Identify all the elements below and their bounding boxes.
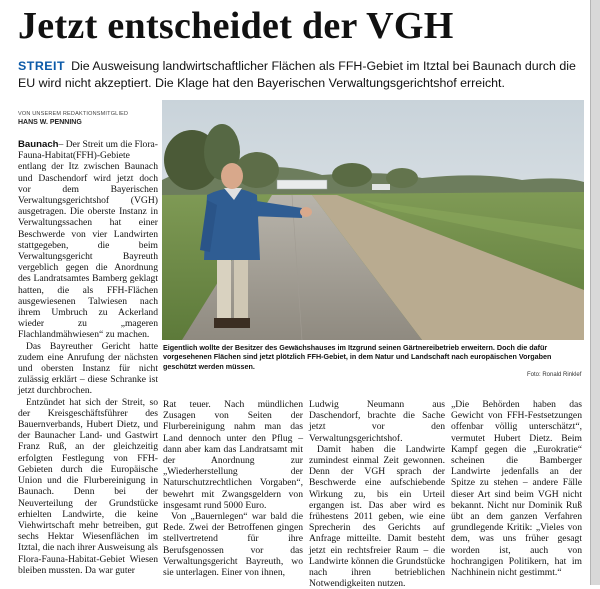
- photo-caption: Eigentlich wollte der Besitzer des Gewächshauses im Itzgrund seinen Gärtnereibetrieb erweitern. Doch die dafür vorgesehenen Flächen sind jetzt plötzlich FFH-Gebiet, in dem Natur und Landschaft nach europäischen Vorgaben geschützt werden müssen.: [163, 343, 552, 371]
- dateline: Baunach: [18, 139, 59, 150]
- deck: [18, 58, 588, 92]
- article-column-3: [309, 399, 445, 589]
- article-column-1: [18, 139, 158, 579]
- article-column-2: [163, 399, 303, 579]
- paragraph: – Der Streit um die Flora-Fauna-Habitat(FFH)-Gebiete entlang der Itz zwischen Baunach und Daschendorf wird jetzt doch vor dem Bayerischen Verwaltungsgerichtshof (VGH) ausgetragen. Die oberste Instanz in Verwaltungssachen hat einer Beschwerde von vier Landwirten stattgegeben, die beim Verwaltungsgericht Bayreuth vergeblich gegen die Anordnung des Landratsamtes Bamberg geklagt hatten, die als FFH-Flächen ausgewiesenen Talwiesen nach ihrem Umbruch zu Ackerland wieder zu „mageren Flachlandmähwiesen“ zu machen.: [18, 139, 158, 341]
- paragraph: Rat teuer. Nach mündlichen Zusagen von Seiten der Flurbereinigung nahm man das Land dennoch unter den Pflug – dann aber kam das Landratsamt mit der Anordnung zur „Wiederherstellung der Naturschutzrechtlichen Vorgaben“, bewehrt mit Zwangsgeldern von insgesamt rund 5000 Euro.: [163, 399, 303, 511]
- article-column-4: [451, 399, 582, 579]
- news-photo: [162, 100, 584, 340]
- deck-text: Die Ausweisung landwirtschaftlicher Flächen als FFH-Gebiet im Itztal bei Baunach durch die EU wird nicht akzeptiert. Die Klage hat den Bayerischen Verwaltungsgerichtshof erreicht.: [18, 59, 576, 90]
- paragraph: Entzündet hat sich der Streit, so der Kreisgeschäftsführer des Bauernverbands, Hubert Dietz, und der Baunacher Land- und Gastwirt Franz Ruß, an der gleichzeitig erfolgten Festlegung von FFH-Gebieten durch die Europäische Union und die Flurbereinigung in Baunach. Denn bei der Neuverteilung der Grundstücke erhielten Landwirte, die keine Viehwirtschaft mehr betreiben, gut sechs Hektar Wiesenflächen im Itztal, die nach ihrer Ausweisung als Flora-Fauna-Habitat-Gebiet Wiesen bleiben mussten. Da war guter: [18, 396, 158, 576]
- paragraph: Von „Bauernlegen“ war bald die Rede. Zwei der Betroffenen gingen stellvertretend für ihre Berufsgenossen vor das Verwaltungsgericht Bayreuth, wo sie unterlagen. Einer von ihnen,: [163, 511, 303, 579]
- page-edge: [591, 0, 600, 585]
- photo-image: [162, 100, 584, 340]
- byline-label: VON UNSEREM REDAKTIONSMITGLIED: [18, 111, 129, 117]
- byline-author: HANS W. PENNING: [18, 119, 82, 126]
- paragraph: Das Bayreuther Gericht hatte zudem eine Anrufung der nächsten und obersten Instanz für nicht zulässig erklärt – diese Schranke ist jetzt durchbrochen.: [18, 340, 158, 397]
- photo-credit: Foto: Ronald Rinklef: [527, 372, 582, 378]
- paragraph: Damit haben die Landwirte zumindest einmal Zeit gewonnen. Denn der VGH sprach der Beschwerde eine aufschiebende Wirkung zu, bis ein Urteil ergangen ist. Das aber wird es frühestens 2011 geben, wie eine Sprecherin des Gerichts auf Anfrage mitteilte. Damit besteht jetzt ein rechtsfreier Raum – die Landwirte können die Grundstücke nach ihren betrieblichen Notwendigkeiten nutzen.: [309, 443, 445, 589]
- paragraph: „Die Behörden haben das Gewicht von FFH-Festsetzungen offenbar völlig unterschätzt“, vermutet Hubert Dietz. Beim Kampf gegen die „Eurokratie“ scheinen die Bamberger Landwirte jedenfalls an der Spitze zu stehen – andere Fälle dieser Art sind beim VGH nicht bekannt. Nicht nur Dominik Ruß übt an dem ganzen Verfahren grundlegende Kritik: „Vieles von dem, was uns früher gesagt worden ist, auch von hochrangigen Politikern, hat im Nachhinein nicht gestimmt.“: [451, 399, 582, 579]
- headline: Jetzt entscheidet der VGH: [18, 5, 454, 47]
- deck-kicker: STREIT: [18, 59, 66, 73]
- paragraph: Ludwig Neumann aus Daschendorf, brachte die Sache jetzt vor den Verwaltungsgerichtshof.: [309, 399, 445, 444]
